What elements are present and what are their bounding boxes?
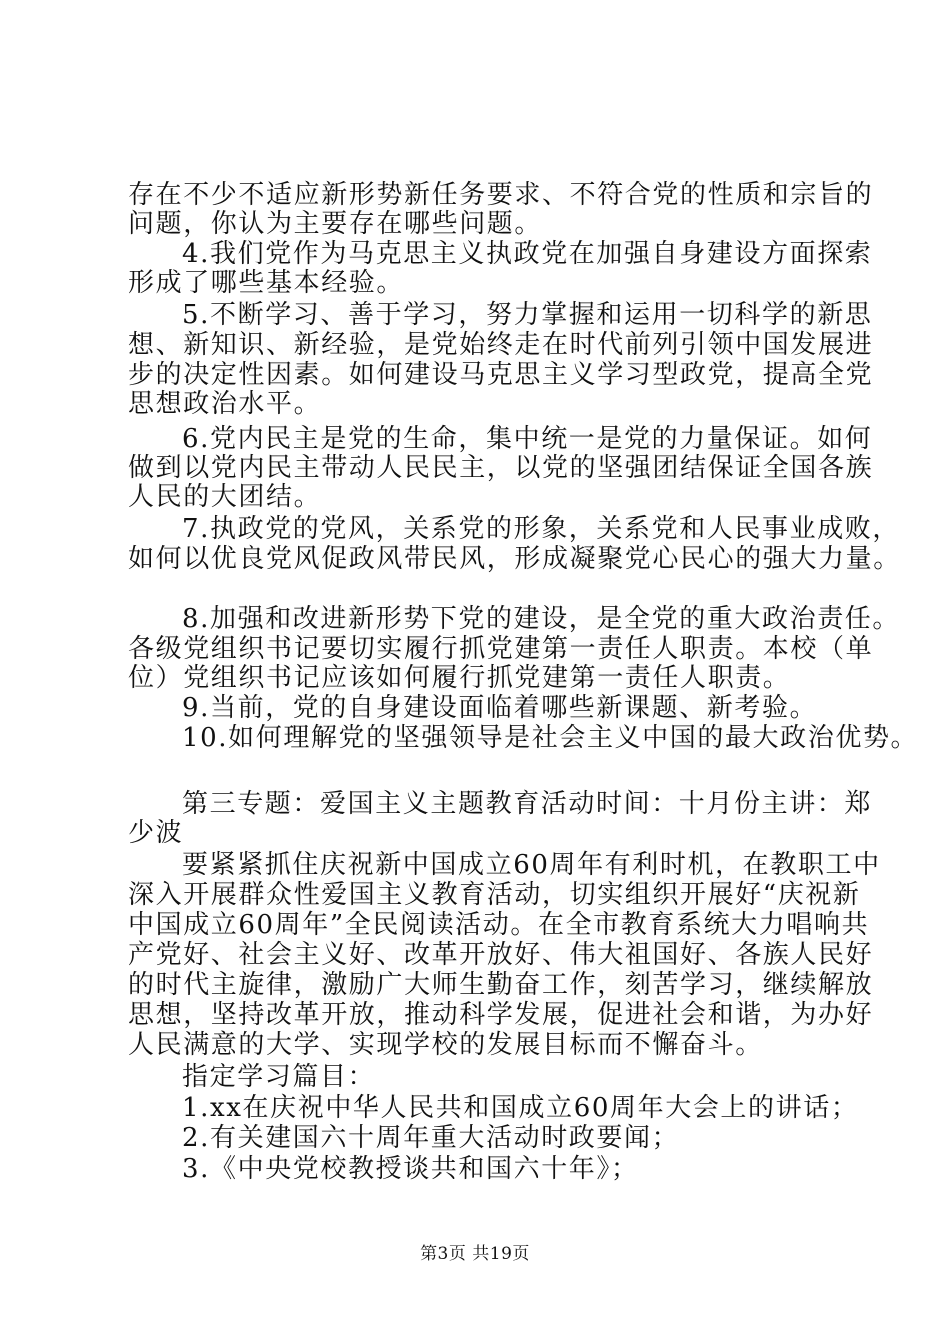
text-line: 各级党组织书记要切实履行抓党建第一责任人职责。本校（单 <box>128 634 874 664</box>
page-footer: 第3页 共19页 <box>420 1244 530 1264</box>
text-line: 的时代主旋律，激励广大师生勤奋工作，刻苦学习，继续解放 <box>128 970 874 1000</box>
text-line: 9.当前，党的自身建设面临着哪些新课题、新考验。 <box>182 693 818 723</box>
text-line: 4.我们党作为马克思主义执政党在加强自身建设方面探索 <box>182 239 873 269</box>
text-line: 存在不少不适应新形势新任务要求、不符合党的性质和宗旨的 <box>128 180 874 210</box>
text-line: 指定学习篇目： <box>182 1062 376 1092</box>
text-line: 想、新知识、新经验，是党始终走在时代前列引领中国发展进 <box>128 330 874 360</box>
text-line: 人民满意的大学、实现学校的发展目标而不懈奋斗。 <box>128 1030 763 1060</box>
text-line: 中国成立60周年”全民阅读活动。在全市教育系统大力唱响共 <box>128 910 870 940</box>
text-line: 深入开展群众性爱国主义教育活动，切实组织开展好“庆祝新 <box>128 880 861 910</box>
text-line: 7.执政党的党风，关系党的形象，关系党和人民事业成败， <box>182 514 901 544</box>
text-line: 要紧紧抓住庆祝新中国成立60周年有利时机，在教职工中 <box>182 850 881 880</box>
text-line: 10.如何理解党的坚强领导是社会主义中国的最大政治优势。 <box>182 723 919 753</box>
text-line: 少波 <box>128 818 184 848</box>
text-line: 形成了哪些基本经验。 <box>128 268 405 298</box>
text-line: 做到以党内民主带动人民民主，以党的坚强团结保证全国各族 <box>128 453 874 483</box>
text-line: 位）党组织书记应该如何履行抓党建第一责任人职责。 <box>128 663 791 693</box>
text-line: 步的决定性因素。如何建设马克思主义学习型政党，提高全党 <box>128 360 874 390</box>
text-line: 问题，你认为主要存在哪些问题。 <box>128 209 543 239</box>
text-line: 思想，坚持改革开放，推动科学发展，促进社会和谐，为办好 <box>128 1000 874 1030</box>
list-item: 1.xx在庆祝中华人民共和国成立60周年大会上的讲话； <box>182 1093 859 1123</box>
text-line: 6.党内民主是党的生命，集中统一是党的力量保证。如何 <box>182 424 873 454</box>
list-item: 3.《中央党校教授谈共和国六十年》； <box>182 1154 639 1184</box>
text-line: 产党好、社会主义好、改革开放好、伟大祖国好、各族人民好 <box>128 940 874 970</box>
text-line: 思想政治水平。 <box>128 389 322 419</box>
text-line: 8.加强和改进新形势下党的建设，是全党的重大政治责任。 <box>182 604 901 634</box>
section-heading: 第三专题：爱国主义主题教育活动时间：十月份主讲：郑 <box>182 789 873 819</box>
text-line: 人民的大团结。 <box>128 482 322 512</box>
text-line: 5.不断学习、善于学习，努力掌握和运用一切科学的新思 <box>182 300 873 330</box>
list-item: 2.有关建国六十周年重大活动时政要闻； <box>182 1123 680 1153</box>
text-line: 如何以优良党风促政风带民风，形成凝聚党心民心的强大力量。 <box>128 544 901 574</box>
